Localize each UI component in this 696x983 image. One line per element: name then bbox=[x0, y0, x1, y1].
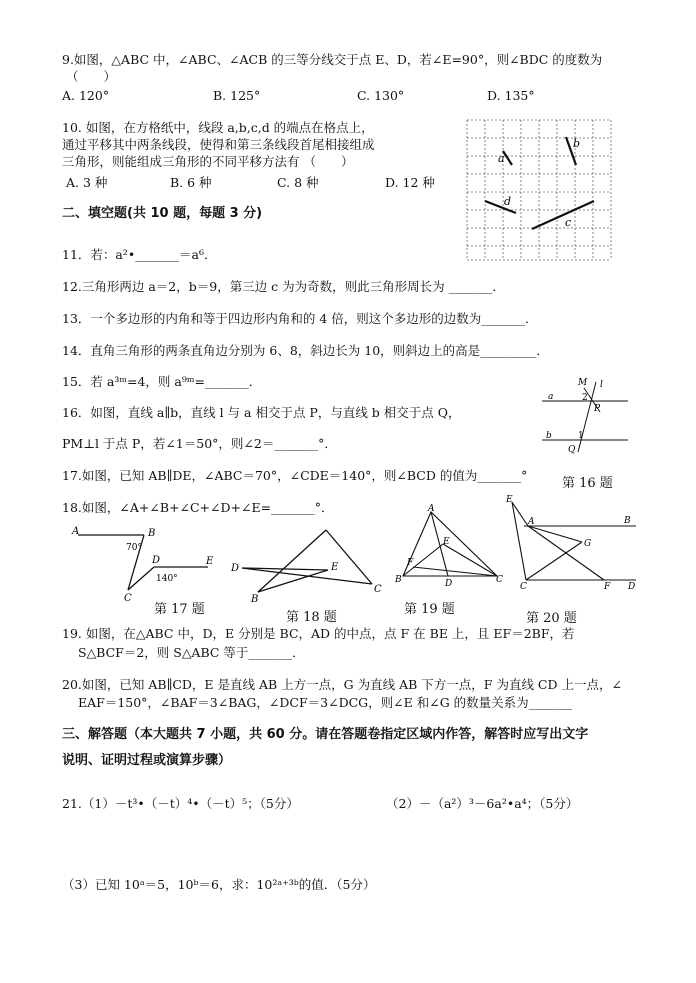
label-F: F bbox=[407, 558, 414, 568]
fig18-figure bbox=[228, 522, 388, 604]
caption-fig18: 第 18 题 bbox=[286, 610, 337, 625]
label-D: D bbox=[231, 563, 240, 574]
q16-line1: 16．如图，直线 a∥b，直线 l 与 a 相交于点 P，与直线 b 相交于点 Q， bbox=[62, 405, 461, 420]
label-D: D bbox=[152, 555, 161, 566]
label-E: E bbox=[206, 556, 214, 567]
fig20-figure bbox=[502, 492, 640, 594]
q10-option-b: B. 6 种 bbox=[170, 175, 212, 190]
label-70: 70° bbox=[126, 543, 142, 553]
label-C: C bbox=[124, 593, 132, 602]
label-E: E bbox=[443, 537, 450, 547]
label-l: l bbox=[600, 380, 603, 390]
label-M: M bbox=[578, 378, 588, 388]
q9-option-c: C. 130° bbox=[357, 88, 405, 103]
q10-grid-figure bbox=[466, 119, 612, 261]
q10-line2: 通过平移其中两条线段，使得和第三条线段首尾相接组成 bbox=[62, 137, 375, 152]
label-D: D bbox=[445, 579, 453, 589]
q18: 18.如图，∠A+∠B+∠C+∠D+∠E=_______°． bbox=[62, 500, 334, 515]
caption-fig19: 第 19 题 bbox=[404, 602, 455, 617]
label-Q: Q bbox=[568, 445, 576, 454]
section2-title: 二、填空题(共 10 题，每题 3 分) bbox=[62, 206, 263, 221]
section3-title-line2: 说明、证明过程或演算步骤） bbox=[62, 753, 232, 768]
q10-line3: 三角形，则能组成三角形的不同平移方法有 （ ） bbox=[62, 154, 354, 169]
q20-line1: 20.如图，已知 AB∥CD，E 是直线 AB 上方一点，G 为直线 AB 下方一点，F 为直线 CD 上一点，∠ bbox=[62, 677, 622, 692]
label-D: D bbox=[628, 582, 636, 592]
q9-option-d: D. 135° bbox=[487, 88, 535, 103]
q9-option-b: B. 125° bbox=[213, 88, 261, 103]
label-C: C bbox=[520, 582, 527, 592]
caption-fig17: 第 17 题 bbox=[154, 602, 205, 617]
label-d: d bbox=[504, 195, 512, 208]
caption-fig16: 第 16 题 bbox=[562, 476, 613, 491]
q20-line2: EAF＝150°，∠BAF＝3∠BAG，∠DCF＝3∠DCG，则∠E 和∠G 的数量关系为_______ bbox=[78, 695, 573, 710]
label-c: c bbox=[565, 216, 572, 229]
label-G: G bbox=[584, 539, 592, 549]
label-B: B bbox=[624, 516, 631, 526]
q19-line2: S△BCF＝2，则 S△ABC 等于_______． bbox=[78, 645, 305, 660]
label-B: B bbox=[251, 594, 259, 604]
label-P: P bbox=[594, 404, 601, 414]
section3-title-line1: 三、解答题（本大题共 7 小题，共 60 分。请在答题卷指定区域内作答，解答时应写出文字 bbox=[62, 727, 589, 742]
q9-line1: 9.如图，△ABC 中，∠ABC、∠ACB 的三等分线交于点 E、D，若∠E=90°，则∠BDC 的度数为 bbox=[62, 52, 603, 67]
label-140: 140° bbox=[156, 574, 178, 584]
q10-option-c: C. 8 种 bbox=[277, 175, 319, 190]
fig17-figure bbox=[68, 520, 228, 602]
label-E: E bbox=[506, 495, 513, 505]
label-F: F bbox=[604, 582, 611, 592]
q10-line1: 10. 如图，在方格纸中，线段 a,b,c,d 的端点在格点上， bbox=[62, 120, 374, 135]
segment-d bbox=[485, 201, 516, 213]
label-C: C bbox=[496, 575, 503, 585]
q13: 13．一个多边形的内角和等于四边形内角和的 4 倍，则这个多边形的边数为_______． bbox=[62, 311, 538, 326]
fig19-figure bbox=[393, 502, 505, 592]
q10-option-d: D. 12 种 bbox=[385, 175, 435, 190]
label-A: A bbox=[428, 504, 435, 514]
q9-option-a: A. 120° bbox=[62, 88, 110, 103]
q21-part1: 21.（1）－t³•（－t）⁴•（－t）⁵；（5分） bbox=[62, 796, 299, 811]
label-A: A bbox=[528, 517, 535, 527]
label-b: b bbox=[573, 137, 581, 150]
q11: 11．若：a²•_______＝a⁶． bbox=[62, 247, 217, 262]
caption-fig20: 第 20 题 bbox=[526, 611, 577, 626]
q14: 14．直角三角形的两条直角边分别为 6、8，斜边长为 10，则斜边上的高是_________． bbox=[62, 343, 549, 358]
q15: 15．若 a³ᵐ=4，则 a⁹ᵐ=_______． bbox=[62, 374, 262, 389]
label-1: 1 bbox=[578, 431, 584, 441]
q16-line2: PM⊥l 于点 P，若∠1＝50°，则∠2＝_______°． bbox=[62, 436, 337, 451]
fig16-parallel-lines bbox=[538, 374, 630, 454]
label-a: a bbox=[548, 392, 554, 402]
label-b: b bbox=[546, 431, 552, 441]
q12: 12.三角形两边 a＝2，b＝9，第三边 c 为为奇数，则此三角形周长为 _______． bbox=[62, 279, 505, 294]
segment-c bbox=[532, 201, 594, 229]
label-E: E bbox=[331, 562, 339, 573]
q9-line2: （ ） bbox=[66, 69, 117, 84]
q21-part2: （2）－（a²）³－6a²•a⁴；（5分） bbox=[386, 796, 579, 811]
q10-option-a: A. 3 种 bbox=[66, 175, 108, 190]
label-A: A bbox=[72, 526, 80, 537]
q21-part3: （3）已知 10ᵃ＝5，10ᵇ＝6，求：10²ᵃ⁺³ᵇ的值．（5分） bbox=[62, 877, 376, 892]
q19-line1: 19. 如图，在△ABC 中，D，E 分别是 BC，AD 的中点，点 F 在 BE 上，且 EF＝2BF，若 bbox=[62, 626, 575, 641]
label-B: B bbox=[395, 575, 402, 585]
label-B: B bbox=[148, 528, 156, 539]
label-C: C bbox=[374, 584, 382, 595]
label-a: a bbox=[498, 152, 505, 165]
q17: 17.如图，已知 AB∥DE，∠ABC＝70°，∠CDE＝140°，则∠BCD 的值为_______° bbox=[62, 468, 528, 483]
label-2: 2 bbox=[582, 393, 588, 403]
